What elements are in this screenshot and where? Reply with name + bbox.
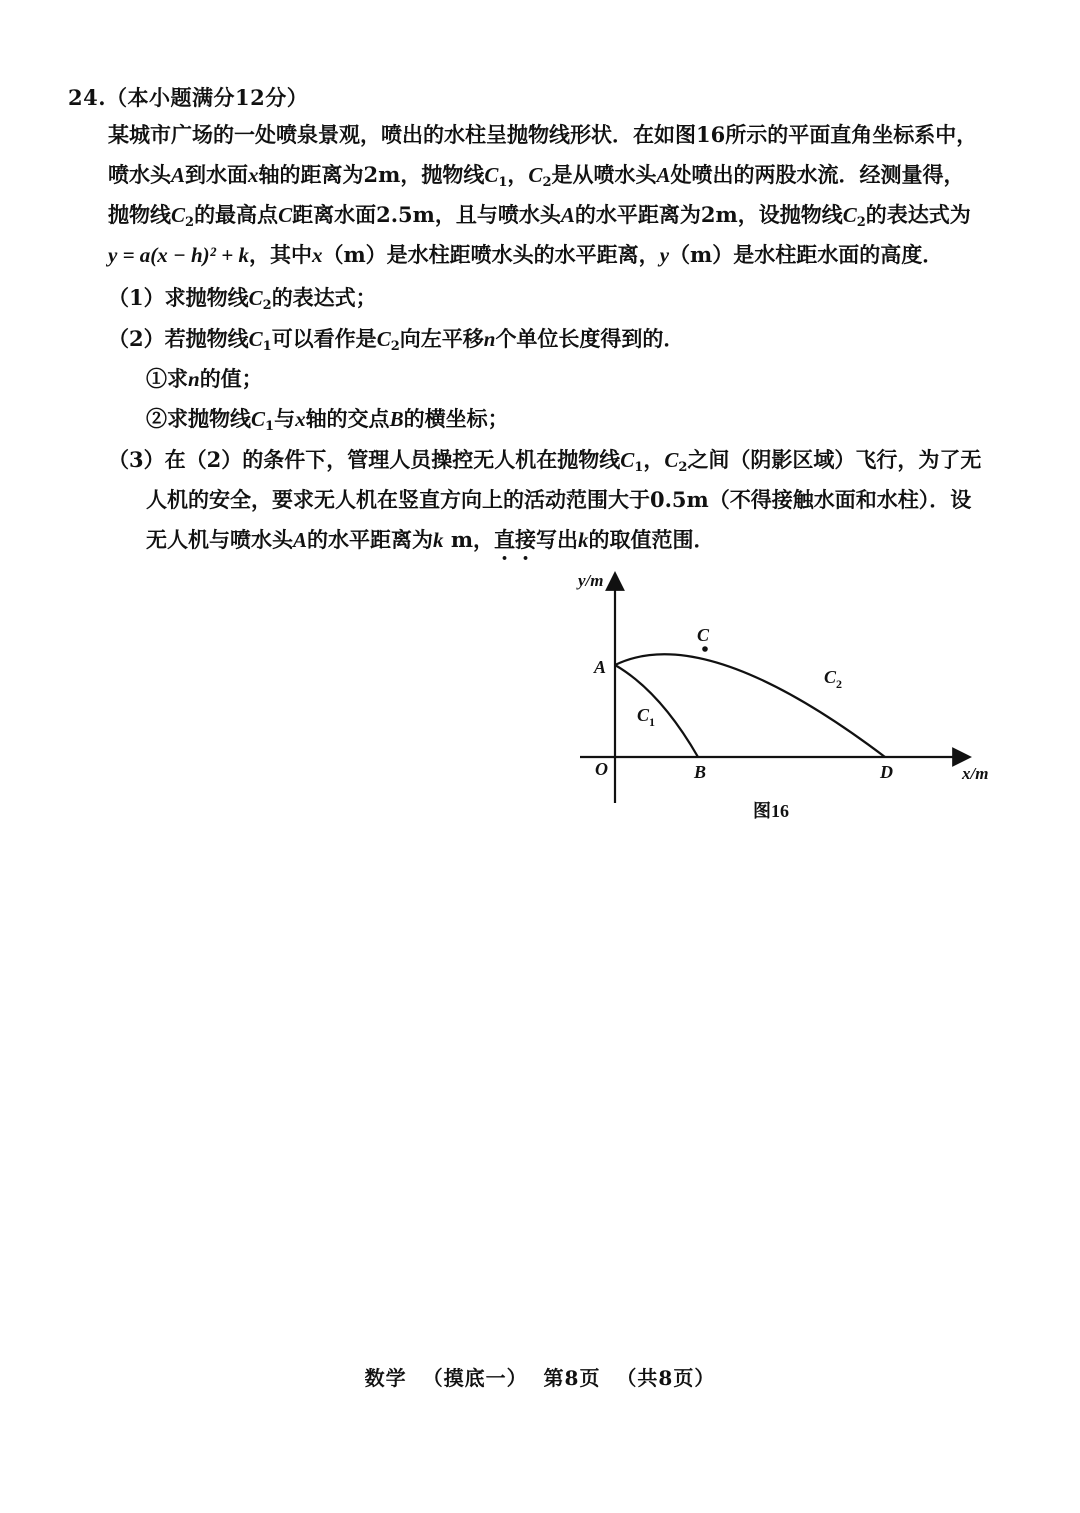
vertex-dot-c [702,646,708,652]
problem-number: 24. [68,85,107,110]
point-c-label: C [697,625,710,645]
curve-c2 [615,654,885,757]
figure-16 [570,565,1010,835]
footer-total: （共8页） [616,1366,716,1390]
intro-line-3: 抛物线$C_2$的最高点C距离水面2.5m，且与喷水头A的水平距离为2m，设抛物线$C_2$的表达式为 [108,202,971,230]
question-3-line-1: （3）在（2）的条件下，管理人员操控无人机在抛物线$C_1$，$C_2$之间（阴影区域）飞行，为了无 [108,447,982,475]
footer-page: 第8页 [543,1366,601,1390]
point-d-label: D [880,762,893,782]
point-o-label: O [595,759,608,779]
point-a-label: A [594,657,607,677]
intro-line-2: 喷水头A到水面x轴的距离为2m，抛物线$C_1$，$C_2$是从喷水头A处喷出的两股水流．经测量得， [108,162,965,190]
question-2-sub-1: ①求n的值； [146,366,263,391]
problem-heading [68,82,308,112]
curve-c2-label: $C_2$ [824,667,843,691]
question-3-line-3: 无人机与喷水头A的水平距离为k m，直接写出k的取值范围． [146,527,715,552]
curve-c1-label: $C_1$ [637,705,656,729]
curve-c1 [615,665,698,757]
footer-exam: （摸底一） [422,1366,528,1390]
x-axis-label: x/m [962,764,989,783]
question-2-sub-2: ②求抛物线$C_1$与x轴的交点B的横坐标； [146,406,509,434]
question-3-line-2: 人机的安全，要求无人机在竖直方向上的活动范围大于0.5m（不得接触水面和水柱）．设 [146,487,972,512]
page-footer [0,1362,1080,1391]
question-1: （1）求抛物线$C_2$的表达式； [108,285,377,313]
figure-caption: 图16 [753,801,789,821]
intro-line-4: y = a(x − h)² + k，其中x（m）是水柱距喷水头的水平距离，y（m）是水柱距水面的高度． [108,242,944,267]
parabola-formula: y = a(x − h)² + k [108,243,249,267]
problem-points: （本小题满分12分） [106,85,309,110]
footer-subject: 数学 [364,1366,407,1390]
point-b-label: B [694,762,707,782]
intro-line-1: 某城市广场的一处喷泉景观，喷出的水柱呈抛物线形状．在如图16所示的平面直角坐标系中， [108,122,978,147]
y-axis-label: y/m [578,571,604,590]
emphasis-direct: 直接 [494,527,537,552]
question-2: （2）若抛物线$C_1$可以看作是$C_2$向左平移n个单位长度得到的． [108,326,685,354]
